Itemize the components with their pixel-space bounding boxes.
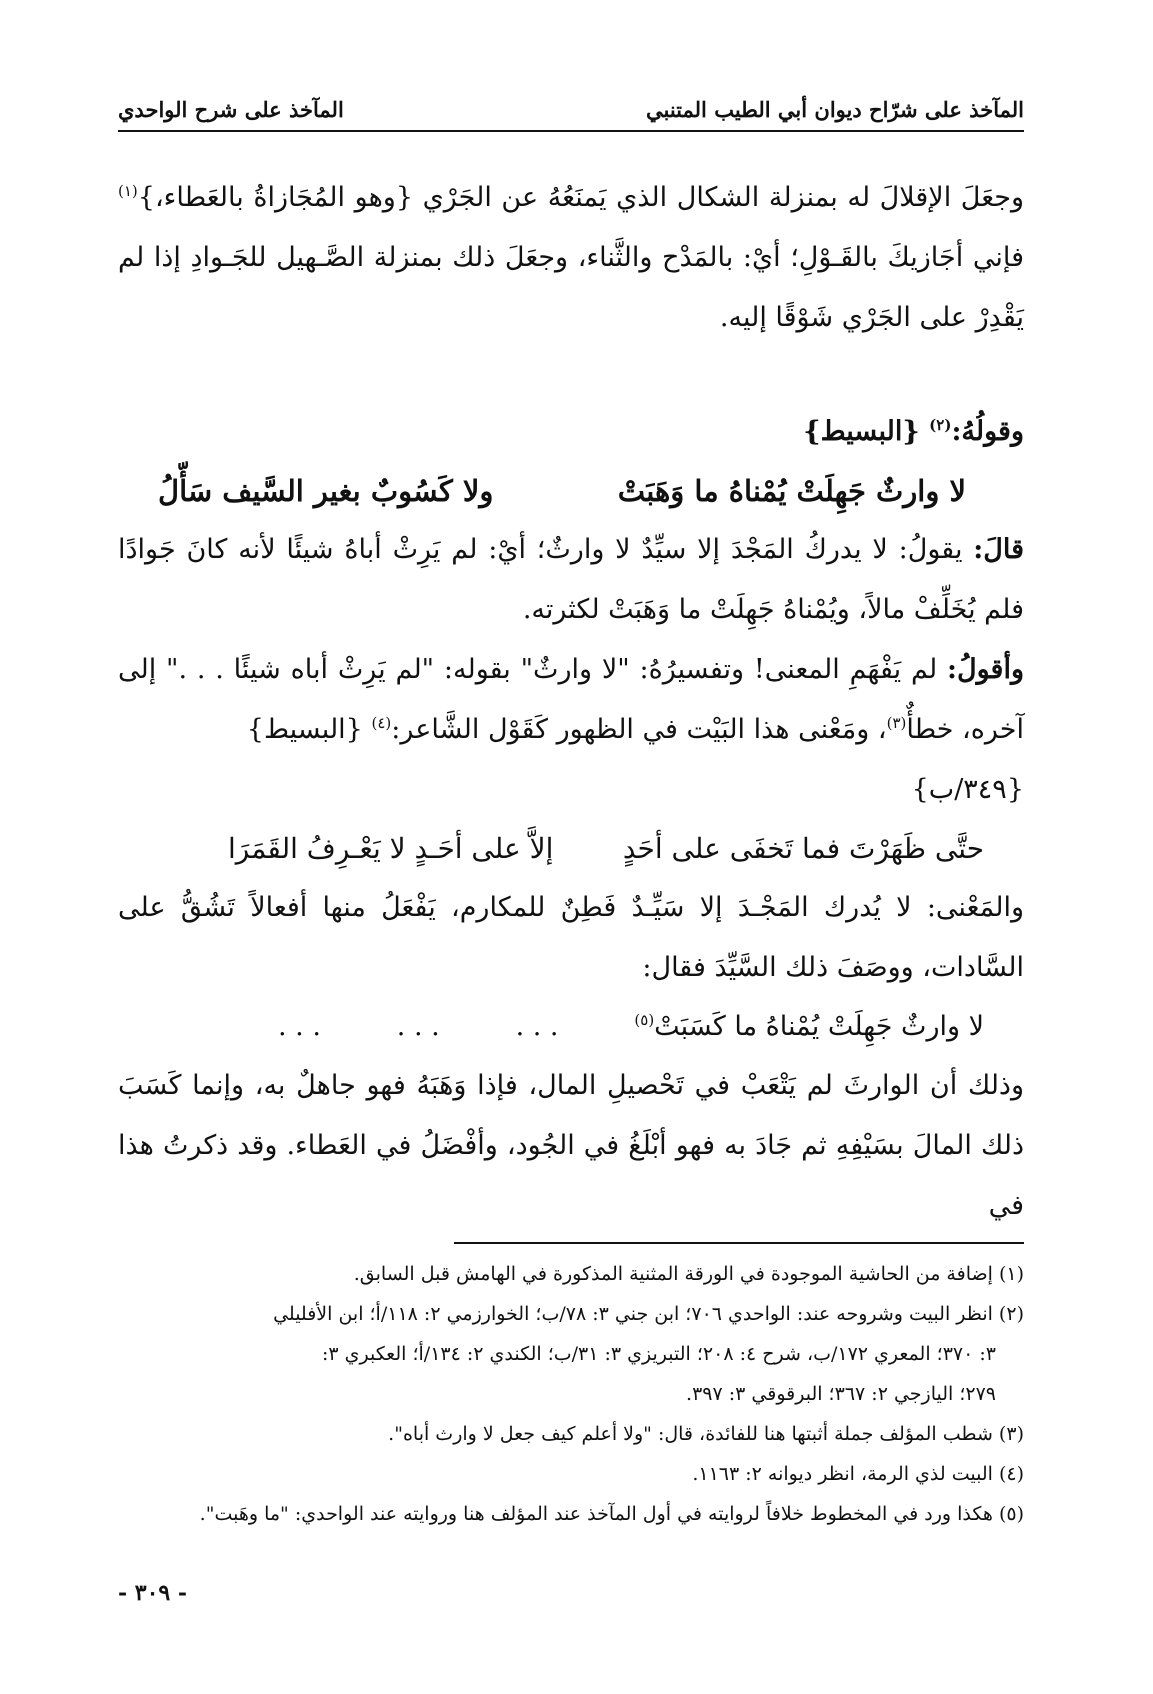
paragraph-1 bbox=[118, 168, 1024, 348]
verse-3-first-hemistich bbox=[634, 998, 984, 1056]
paragraph-1-tail: فإني أجَازيكَ بالقَـوْلِ؛ أيْ: بالمَدْح والثَّناء، وجعَلَ ذلك بمنزلة الصَّـهيل للجَـوادِ إذا لم يَقْدِرْ على الجَرْي شَوْقًا إليه. bbox=[118, 242, 1024, 333]
paragraph-5: وذلك أن الوارثَ لم يَتْعَبْ في تَحْصيلِ المال، فإذا وَهَبَهُ فهو جاهلٌ به، وإنما كَسَبَ ذلك المالَ بسَيْفِهِ ثم جَادَ به فهو أبْلَغُ في الجُود، وأفْضَلُ في العَطاء. وقد ذكرتُ هذا في bbox=[118, 1070, 1024, 1221]
footnote-1: (١) إضافة من الحاشية الموجودة في الورقة المثنية المذكورة في الهامش قبل السابق. bbox=[353, 1263, 1024, 1285]
header-book-title: المآخذ على شرّاح ديوان أبي الطيب المتنبي bbox=[646, 97, 1024, 122]
verse-intro bbox=[118, 402, 1024, 462]
footnote-ref-3[interactable]: (٣) bbox=[886, 714, 907, 732]
footnote-2-continued: ٣: ٣٧٠؛ المعري ١٧٢/ب، شرح ٤: ٢٠٨؛ التبريزي ٣: ٣١/ب؛ الكندي ٢: ١٣٤/أ؛ العكبري ٣: bbox=[321, 1343, 996, 1365]
verse-3-ellipsis-1: . . . bbox=[515, 1011, 559, 1042]
footnote-5: (٥) هكذا ورد في المخطوط خلافاً لروايته في أول المآخذ عند المؤلف هنا وروايته عند الواحدي: "ما وهَبت". bbox=[199, 1503, 1024, 1525]
header-section-title: المآخذ على شرح الواحدي bbox=[118, 97, 344, 122]
footnote-ref-2[interactable]: (٢) bbox=[929, 416, 952, 434]
paragraph-4: والمَعْنى: لا يُدرك المَجْـدَ إلا سَيِّـدٌ فَطِنٌ للمكارم، يَفْعَلُ منها أفعالاً تَشُقُّ على السَّادات، ووصَفَ ذلك السَّيِّدَ فقال: bbox=[118, 892, 1024, 983]
verse-3-ellipsis-2: . . . bbox=[396, 1011, 440, 1042]
verse-1 bbox=[118, 462, 1024, 520]
verse-intro-label: وقولُهُ: bbox=[951, 416, 1024, 447]
verse-intro-meter: {البسيط} bbox=[803, 416, 920, 447]
paragraph-3-meter: {البسيط} bbox=[246, 714, 372, 745]
footnotes bbox=[118, 1254, 1024, 1534]
footnote-ref-4[interactable]: (٤) bbox=[371, 714, 392, 732]
verse-2 bbox=[118, 820, 1024, 878]
verse-2-second-hemistich: إلاَّ على أحَـدٍ لا يَعْـرِفُ القَمَرَا bbox=[228, 832, 554, 865]
page-number: - ٣٠٩ - bbox=[118, 1580, 188, 1606]
footnote-2-continued-end: ٢٧٩؛ اليازجي ٢: ٣٦٧؛ البرقوقي ٣: ٣٩٧. bbox=[686, 1383, 996, 1405]
verse-1-second-hemistich: ولا كَسُوبٌ بغير السَّيف سَأّلُ bbox=[158, 474, 494, 508]
footnote-2: (٢) انظر البيت وشروحه عند: الواحدي ٧٠٦؛ ابن جني ٣: ٧٨/ب؛ الخوارزمي ٢: ١١٨/أ؛ ابن الأفليلي bbox=[273, 1303, 1024, 1325]
paragraph-3-mid: ، ومَعْنى هذا البَيْت في الظهور كَقَوْل الشَّاعر: bbox=[391, 714, 887, 745]
footnote-4: (٤) البيت لذي الرمة، انظر ديوانه ٢: ١١٦٣. bbox=[692, 1463, 1024, 1485]
manuscript-folio-marker: {٣٤٩/ب} bbox=[911, 774, 1024, 805]
main-text bbox=[118, 168, 1024, 1236]
footnote-3: (٣) شطب المؤلف جملة أثبتها هنا للفائدة، قال: "ولا أعلم كيف جعل لا وارث أباه". bbox=[388, 1423, 1024, 1445]
paragraph-2-lead: قالَ: bbox=[973, 534, 1024, 565]
verse-3 bbox=[118, 998, 1024, 1056]
footnote-ref-5[interactable]: (٥) bbox=[634, 1011, 655, 1029]
verse-3-ellipsis-3: . . . bbox=[278, 1011, 321, 1042]
running-header bbox=[118, 70, 1024, 132]
paragraph-1-text: وجعَلَ الإقلالَ له بمنزلة الشكال الذي يَمنَعُهُ عن الجَرْي {وهو المُجَازاةُ بالعَطاء،} bbox=[137, 182, 1024, 213]
paragraph-3-text: لم يَفْهَمِ المعنى! وتفسيرُهُ: "لا وارثٌ" بقوله: "لم يَرِثْ أباه شيئًا . . ." إلى آخره، خطأٌ bbox=[118, 654, 1024, 745]
paragraph-3 bbox=[118, 640, 1024, 820]
verse-2-first-hemistich: حتَّى ظَهَرْتَ فما تَخفَى على أحَدٍ bbox=[622, 832, 984, 865]
verse-1-first-hemistich: لا وارثٌ جَهِلَتْ يُمْناهُ ما وَهَبَتْ bbox=[617, 474, 966, 508]
paragraph-2 bbox=[118, 520, 1024, 640]
paragraph-2-text: يقولُ: لا يدركُ المَجْدَ إلا سيِّدٌ لا وارثٌ؛ أيْ: لم يَرِثْ أباهُ شيئًا لأنه كانَ جَوادًا فلم يُخَلِّفْ مالاً، ويُمْناهُ جَهِلَتْ ما وَهَبَتْ لكثرته. bbox=[118, 534, 1024, 625]
page bbox=[118, 70, 1024, 1670]
verse-3-text: لا وارثٌ جَهِلَتْ يُمْناهُ ما كَسَبَتْ bbox=[654, 1011, 984, 1042]
footnote-separator bbox=[454, 1242, 1024, 1244]
footnote-ref-1[interactable]: (١) bbox=[118, 182, 138, 200]
paragraph-3-lead: وأقولُ: bbox=[947, 654, 1024, 685]
